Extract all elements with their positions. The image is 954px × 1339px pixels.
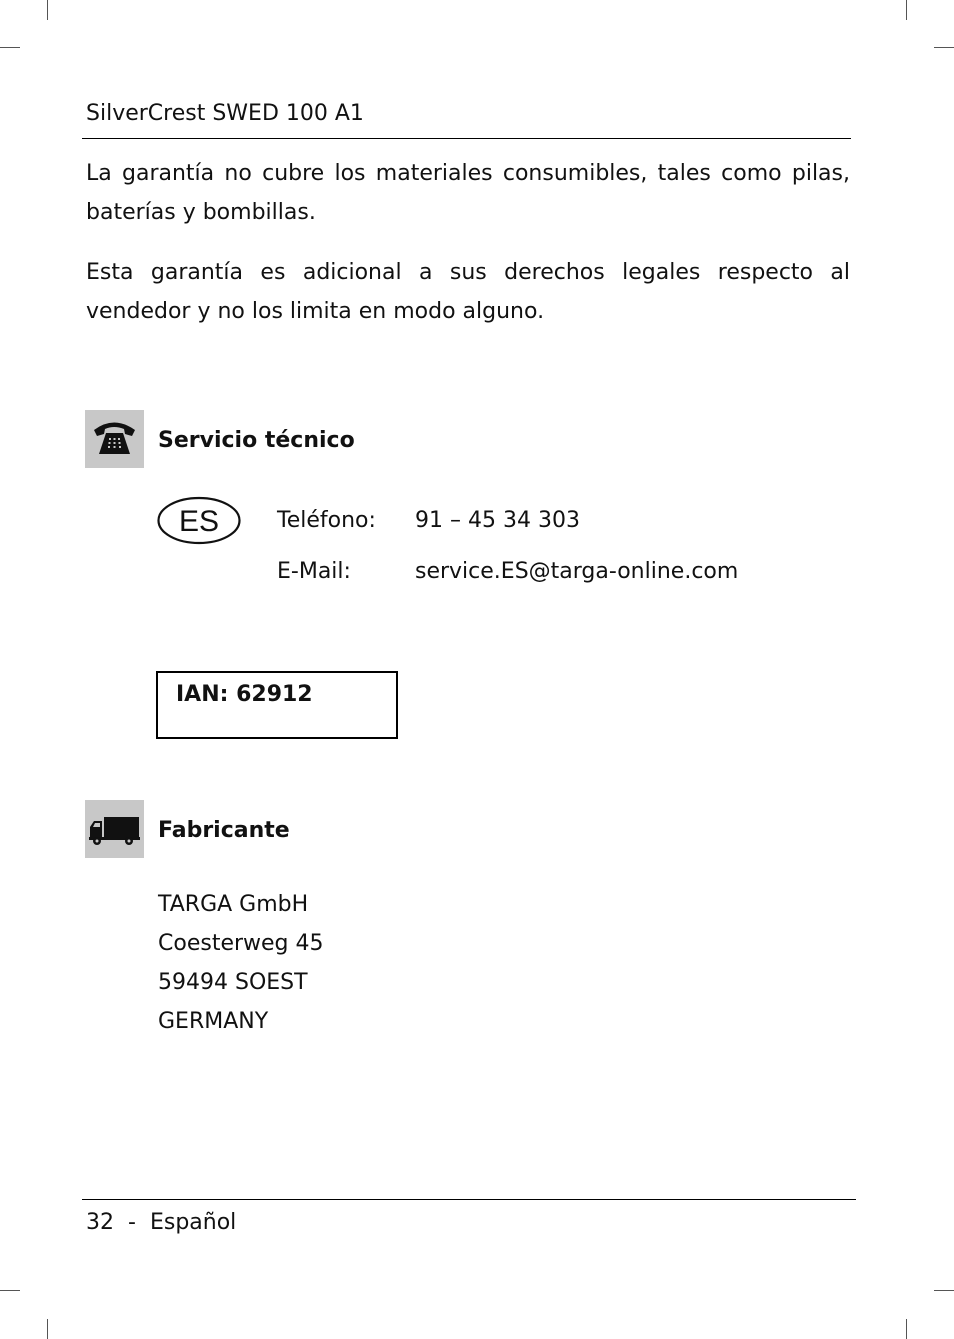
footer-rule [82, 1199, 856, 1200]
address-line: TARGA GmbH [158, 892, 309, 917]
crop-mark [906, 0, 907, 20]
service-heading: Servicio técnico [158, 428, 355, 453]
crop-mark [0, 47, 20, 48]
telephone-icon [85, 410, 144, 468]
country-badge-label: ES [178, 505, 220, 538]
address-line: Coesterweg 45 [158, 931, 324, 956]
footer-separator: - [128, 1210, 136, 1235]
crop-mark [934, 1290, 954, 1291]
footer-language: Español [149, 1210, 237, 1235]
address-line: 59494 SOEST [158, 970, 308, 995]
crop-mark [0, 1290, 20, 1291]
page-number: 32 [86, 1210, 114, 1235]
crop-mark [906, 1319, 907, 1339]
warranty-paragraph-2: Esta garantía es adicional a sus derechos legales respecto al vendedor y no los limita en modo alguno. [86, 260, 850, 324]
manufacturer-address [158, 885, 324, 1041]
ian-number: IAN: 62912 [176, 682, 313, 707]
page-footer [86, 1208, 236, 1238]
truck-icon [85, 800, 144, 858]
page-header-title: SilverCrest SWED 100 A1 [86, 101, 364, 126]
crop-mark [47, 1319, 48, 1339]
email-label: E-Mail: [277, 559, 351, 584]
country-badge [157, 496, 241, 550]
manufacturer-heading: Fabricante [158, 818, 290, 843]
header-rule [82, 138, 851, 139]
email-address[interactable]: service.ES@targa-online.com [415, 559, 739, 584]
phone-label: Teléfono: [277, 508, 376, 533]
ian-box [156, 671, 398, 739]
crop-mark [934, 47, 954, 48]
address-line: GERMANY [158, 1009, 269, 1034]
warranty-paragraph-1: La garantía no cubre los materiales consumibles, tales como pilas, baterías y bombillas. [86, 161, 850, 225]
crop-mark [47, 0, 48, 20]
phone-number[interactable]: 91 – 45 34 303 [415, 508, 580, 533]
